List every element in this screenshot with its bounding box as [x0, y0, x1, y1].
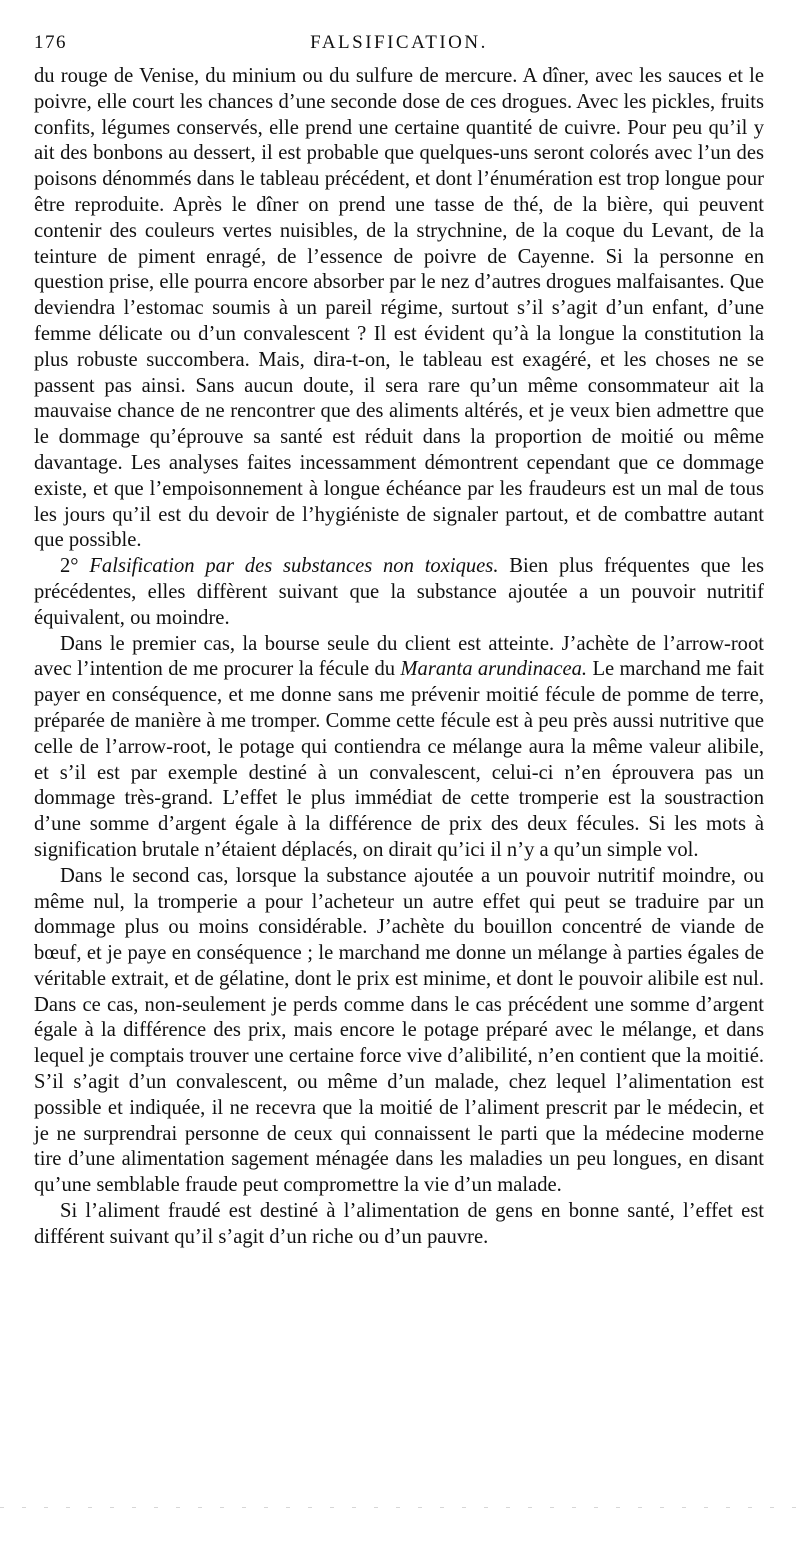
species-name: Maranta arundinacea. — [400, 658, 588, 681]
paragraph-section-2 — [34, 554, 764, 631]
section-number: 2° — [60, 555, 79, 578]
paragraph-final: Si l’aliment fraudé est destiné à l’alimentation de gens en bonne santé, l’effet est différent suivant qu’il s’agit d’un riche ou d’un pauvre. — [34, 1200, 764, 1248]
running-title: FALSIFICATION. — [310, 32, 488, 53]
section-text: Bien plus fréquentes que les précédentes, elles diffèrent suivant que la substance ajoutée a un pouvoir nutritif équivalent, ou moindre. — [34, 555, 764, 629]
paragraph-second-case: Dans le second cas, lorsque la substance ajoutée a un pouvoir nutritif moindre, ou même nul, la tromperie a pour l’acheteur un autre effet qui peut se traduire par un dommage plus ou moins considérable. J’achète du bouillon concentré de viande de bœuf, et je paye en conséquence ; le marchand me donne un mélange à parties égales de véritable extrait, et de gélatine, dont le prix est minime, et dont le pouvoir alibile est nul. Dans ce cas, non-seulement je perds comme dans le cas précédent une somme d’argent égale à la différence des prix, mais encore le potage préparé avec le mélange, et dans lequel je comptais trouver une certaine force vive d’alibilité, n’en contient que la moitié. S’il s’agit d’un convalescent, ou même d’un malade, chez lequel l’alimentation est possible et indiquée, il ne recevra que la moitié de l’aliment prescrit par le médecin, et je ne surprendrai personne de ceux qui connaissent le parti que la médecine moderne tire d’une alimentation sagement ménagée dans les maladies un peu longues, en disant qu’une semblable fraude peut compromettre la vie d’un malade. — [34, 864, 764, 1197]
page-header — [34, 28, 764, 64]
scan-artifact-line — [0, 1507, 800, 1508]
section-heading: Falsification par des substances non toxiques. — [89, 555, 499, 578]
paragraph-first-case — [34, 632, 764, 864]
paragraph-text-before: Dans le premier cas, la bourse seule du client est atteinte. J’achète de l’arrow-root avec l’intention de me procurer la fécule du — [34, 632, 764, 681]
page-number: 176 — [34, 32, 67, 53]
book-page — [34, 28, 764, 1251]
body-text — [34, 64, 764, 1251]
paragraph-continuation: du rouge de Venise, du minium ou du sulfure de mercure. A dîner, avec les sauces et le poivre, elle court les chances d’une seconde dose de ces drogues. Avec les pickles, fruits confits, légumes conservés, elle prend une certaine quantité de cuivre. Pour peu qu’il y ait des bonbons au dessert, il est probable que quelques-uns seront colorés avec l’un des poisons dénommés dans le tableau précédent, et dont l’énumération est trop longue pour être reproduite. Après le dîner on prend une tasse de thé, de la bière, qui peuvent contenir des couleurs vertes nuisibles, de la strychnine, de la coque du Levant, de la teinture de piment enragé, de l’essence de poivre de Cayenne. Si la personne en question prise, elle pourra encore absorber par le nez d’autres drogues malfaisantes. Que deviendra l’estomac soumis à un pareil régime, surtout s’il s’agit d’un enfant, d’une femme délicate ou d’un convalescent ? Il est évident qu’à la longue la constitution la plus robuste succombera. Mais, dira-t-on, le tableau est exagéré, et les choses ne se passent pas ainsi. Sans aucun doute, il sera rare qu’un même consommateur ait la mauvaise chance de ne rencontrer que des aliments altérés, et je veux bien admettre que le dommage qu’éprouve sa santé est réduit dans la proportion de moitié ou même davantage. Les analyses faites incessamment démontrent cependant que ce dommage existe, et que l’empoisonnement à longue échéance par les fraudeurs est un mal de tous les jours qu’il est du devoir de l’hygiéniste de signaler partout, et de combattre autant que possible. — [34, 65, 764, 552]
paragraph-text-after: Le marchand me fait payer en conséquence, et me donne sans me prévenir moitié fécule de pomme de terre, préparée de manière à me tromper. Comme cette fécule est à peu près aussi nutritive que celle de l’arrow-root, le potage qui contiendra ce mélange aura la même valeur alibile, et s’il est par exemple destiné à un convalescent, celui-ci n’en éprouvera pas un dommage très-grand. L’effet le plus immédiat de cette tromperie est la soustraction d’une somme d’argent égale à la différence de prix des deux fécules. Si les mots à signification brutale n’étaient déplacés, on dirait qu’ici il n’y a qu’un simple vol. — [34, 658, 764, 861]
